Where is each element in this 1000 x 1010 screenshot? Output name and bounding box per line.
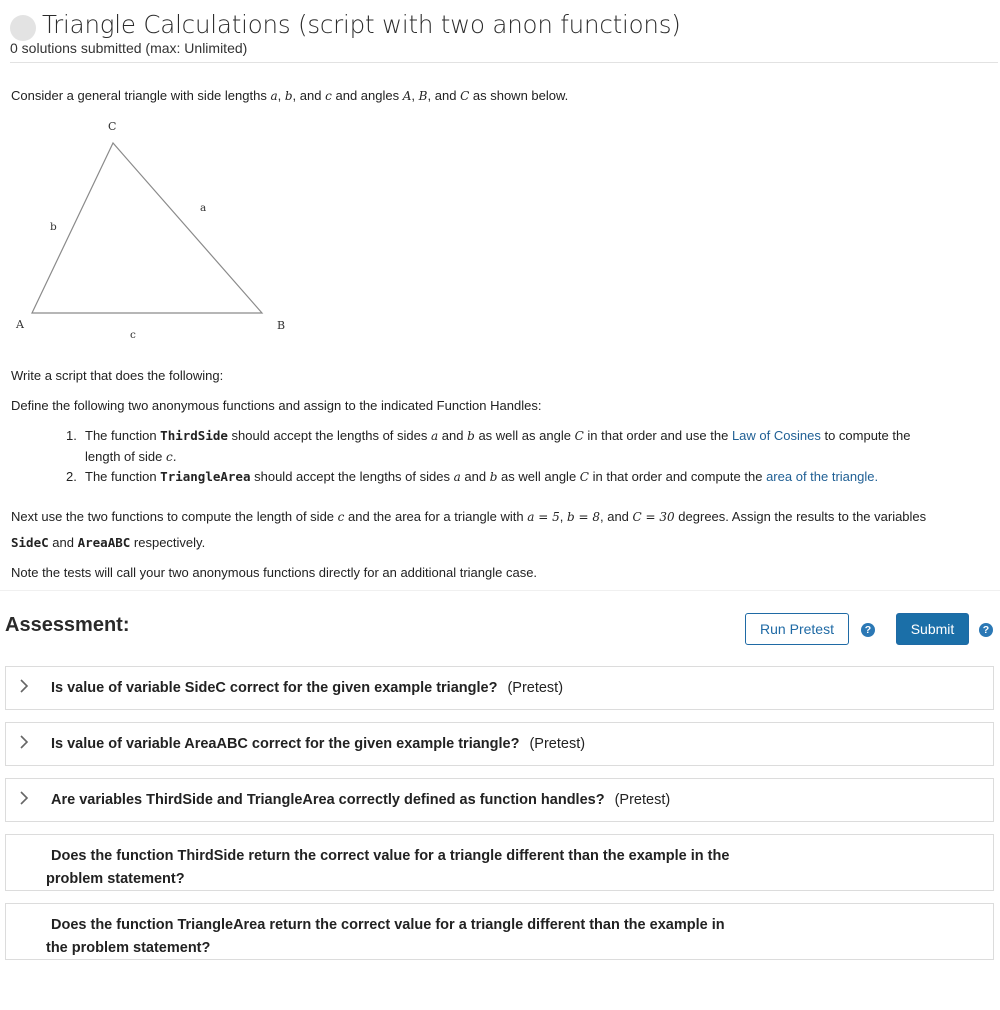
chevron-right-icon[interactable] (18, 734, 30, 750)
assessment-item-areaabc[interactable]: Is value of variable AreaABC correct for the given example triangle? (Pretest) (5, 722, 994, 766)
side-b-label: b (50, 221, 57, 233)
triangle-shape (32, 143, 262, 313)
chevron-right-icon[interactable] (18, 678, 30, 694)
header-divider (10, 62, 998, 63)
side-c-label: c (130, 329, 136, 341)
variables-text: SideC and AreaABC respectively. (11, 535, 206, 550)
area-of-triangle-link[interactable]: area of the triangle. (766, 469, 879, 484)
assessment-item-thirdside-hidden: Does the function ThirdSide return the correct value for a triangle different than the example in the problem statement? (5, 834, 994, 891)
assessment-item-handles[interactable]: Are variables ThirdSide and TriangleArea correctly defined as function handles? (Pretest) (5, 778, 994, 822)
page-title: Triangle Calculations (script with two anon functions) (42, 10, 681, 39)
chevron-right-icon[interactable] (18, 790, 30, 806)
assessment-item-trianglearea-hidden: Does the function TriangleArea return the correct value for a triangle different than the example in the problem statement? (5, 903, 994, 960)
next-text: Next use the two functions to compute the length of side c and the area for a triangle with a = 5, b = 8, and C = 30 degrees. Assign the results to the variables (11, 509, 927, 524)
vertex-A-label: A (16, 318, 24, 331)
vertex-B-label: B (277, 319, 286, 332)
list-item-trianglearea: 2. The function TriangleArea should accept the lengths of sides a and b as well angle C in that order and compute the area of the triangle. (66, 469, 879, 484)
submit-button[interactable]: Submit (896, 613, 969, 645)
side-a-label: a (200, 202, 207, 214)
assessment-title: Assessment: (5, 614, 130, 636)
section-divider (0, 590, 1000, 591)
list-item-thirdside: 1. The function ThirdSide should accept the lengths of sides a and b as well as angle C in that order and use the Law of Cosines to compute the (66, 428, 911, 443)
note-text: Note the tests will call your two anonymous functions directly for an additional triangle case. (11, 565, 538, 580)
submit-help-icon[interactable]: ? (979, 623, 993, 637)
law-of-cosines-link[interactable]: Law of Cosines (731, 428, 821, 443)
submission-count: 0 solutions submitted (max: Unlimited) (10, 40, 248, 56)
triangle-diagram (10, 112, 310, 342)
intro-text: Consider a general triangle with side lengths a, b, and c and angles A, B, and C as shown below. (11, 88, 569, 103)
pretest-help-icon[interactable]: ? (861, 623, 875, 637)
define-functions-text: Define the following two anonymous functions and assign to the indicated Function Handles: (11, 398, 542, 413)
vertex-C-label: C (108, 120, 117, 133)
list-item-thirdside-line2: length of side c. (85, 449, 177, 464)
run-pretest-button[interactable]: Run Pretest (745, 613, 849, 645)
status-circle-icon (10, 15, 36, 41)
write-script-text: Write a script that does the following: (11, 368, 224, 383)
assessment-item-sidec[interactable]: Is value of variable SideC correct for the given example triangle? (Pretest) (5, 666, 994, 710)
